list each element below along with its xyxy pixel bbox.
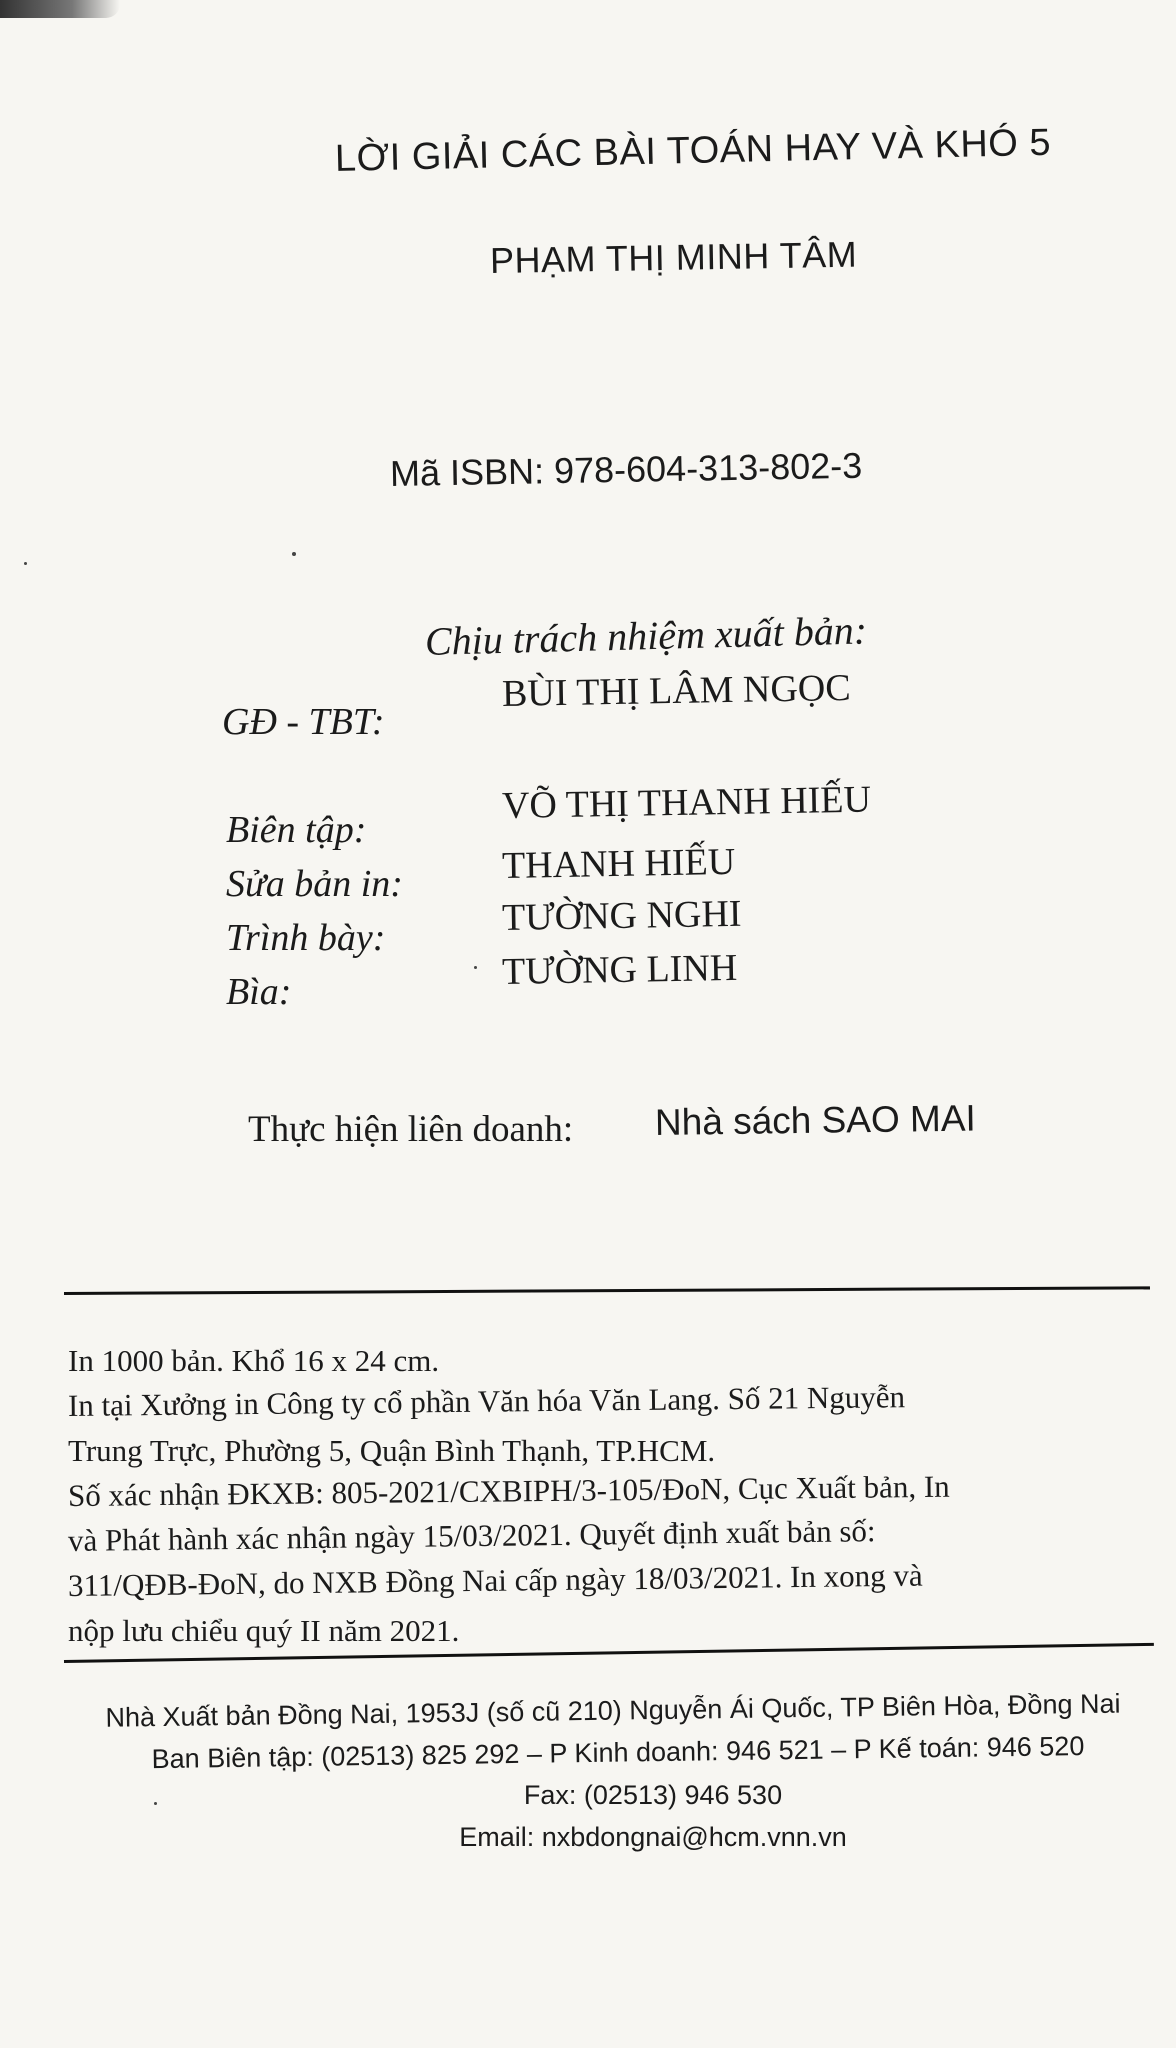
book-author: PHẠM THỊ MINH TÂM (489, 233, 858, 281)
joint-venture-label: Thực hiện liên doanh: (248, 1109, 574, 1150)
staff-name-editor: VÕ THỊ THANH HIẾU (501, 778, 872, 827)
publisher-phones: Ban Biên tập: (02513) 825 292 – P Kinh doanh: 946 521 – P Kế toán: 946 520 (151, 1731, 1085, 1775)
staff-role-layout: Trình bày: (226, 917, 386, 959)
printing-line: 311/QĐB-ĐoN, do NXB Đồng Nai cấp ngày 18/03/2021. In xong và (67, 1557, 923, 1603)
paper-speck (154, 1802, 157, 1805)
top-divider (64, 1286, 1150, 1295)
publisher-fax: Fax: (02513) 946 530 (523, 1780, 783, 1810)
staff-role-cover: Bìa: (226, 971, 292, 1013)
staff-role-editor: Biên tập: (226, 809, 367, 851)
printing-line: nộp lưu chiểu quý II năm 2021. (68, 1613, 460, 1648)
publisher-email: Email: nxbdongnai@hcm.vnn.vn (459, 1822, 847, 1852)
printing-info (68, 1338, 1158, 1653)
isbn-line: Mã ISBN: 978-604-313-802-3 (389, 444, 863, 494)
page-corner-shadow (0, 0, 120, 18)
publisher-address: Nhà Xuất bản Đồng Nai, 1953J (số cũ 210) Nguyễn Ái Quốc, TP Biên Hòa, Đồng Nai (105, 1688, 1121, 1733)
director-name: BÙI THỊ LÂM NGỌC (501, 666, 852, 715)
staff-name-proofreader: THANH HIẾU (501, 840, 736, 887)
staff-name-layout: TƯỜNG NGHI (501, 892, 742, 939)
printing-line: In tại Xưởng in Công ty cổ phần Văn hóa Văn Lang. Số 21 Nguyễn (67, 1379, 906, 1423)
paper-speck (24, 562, 27, 565)
printing-line: Trung Trực, Phường 5, Quận Bình Thạnh, TP.HCM. (68, 1433, 716, 1468)
publisher-info (0, 1690, 1176, 1858)
printing-line: In 1000 bản. Khổ 16 x 24 cm. (68, 1343, 440, 1378)
paper-speck (474, 966, 477, 969)
staff-role-proofreader: Sửa bản in: (226, 863, 403, 905)
responsibility-heading: Chịu trách nhiệm xuất bản: (424, 607, 868, 664)
printing-line: và Phát hành xác nhận ngày 15/03/2021. Quyết định xuất bản số: (67, 1513, 876, 1558)
joint-venture-value: Nhà sách SAO MAI (654, 1097, 977, 1143)
book-title: LỜI GIẢI CÁC BÀI TOÁN HAY VÀ KHÓ 5 (334, 121, 1052, 180)
paper-speck (292, 552, 296, 556)
staff-name-cover: TƯỜNG LINH (501, 946, 738, 993)
printing-line: Số xác nhận ĐKXB: 805-2021/CXBIPH/3-105/ĐoN, Cục Xuất bản, In (67, 1468, 950, 1513)
director-role: GĐ - TBT: (222, 701, 385, 743)
